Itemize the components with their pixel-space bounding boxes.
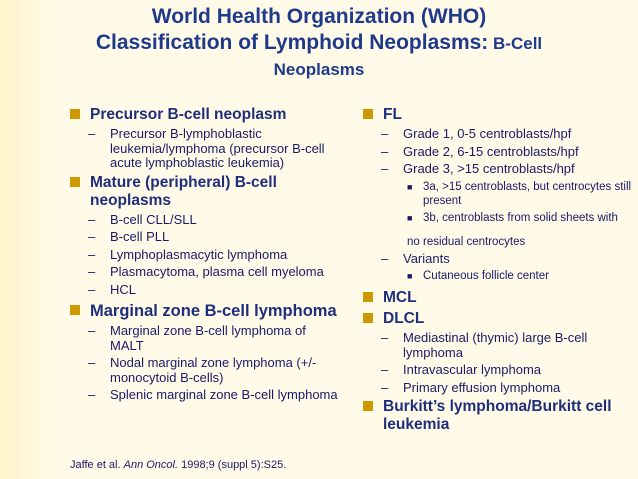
sub-list-continuation: no residual centrocytes: [407, 235, 526, 248]
list-item: – Plasmacytoma, plasma cell myeloma: [88, 264, 324, 279]
small-square-bullet-icon: ■: [407, 181, 413, 192]
square-bullet-icon: [70, 177, 80, 187]
list-item: – Lymphoplasmacytic lymphoma: [88, 246, 288, 262]
square-bullet-icon: [363, 313, 373, 323]
list-item: – Precursor B-lymphoblastic leukemia/lymphoma (precursor B-cell acute lymphoblastic leukemia): [88, 126, 325, 170]
sub-list-item: ■ 3b, centroblasts from solid sheets with: [407, 211, 618, 224]
list-item: – Nodal marginal zone lymphoma (+/- monocytoid B-cells): [88, 355, 317, 385]
sub-list-item: ■ Cutaneous follicle center: [407, 270, 549, 282]
list-item: – Splenic marginal zone B-cell lymphoma: [88, 387, 338, 402]
square-bullet-icon: [363, 292, 373, 302]
square-bullet-icon: [363, 109, 373, 119]
small-square-bullet-icon: ■: [407, 212, 413, 223]
heading-burkitt: Burkitt’s lymphoma/Burkitt cell leukemia: [363, 398, 635, 434]
list-item: – B-cell CLL/SLL: [88, 211, 197, 227]
slide-title: [0, 4, 638, 83]
right-column: [363, 103, 635, 434]
small-square-bullet-icon: ■: [407, 271, 413, 281]
list-item: – Marginal zone B-cell lymphoma of MALT: [88, 323, 306, 353]
list-item: – Mediastinal (thymic) large B-cell lymphoma: [381, 330, 588, 360]
list-item: – Primary effusion lymphoma: [381, 379, 561, 395]
heading-mcl: MCL: [363, 289, 635, 307]
square-bullet-icon: [70, 305, 80, 315]
list-item: – Grade 1, 0-5 centroblasts/hpf: [381, 126, 572, 141]
heading-dlcl: DLCL: [363, 310, 635, 328]
list-item: – Grade 2, 6-15 centroblasts/hpf: [381, 143, 579, 159]
heading-marginal: Marginal zone B-cell lymphoma: [70, 302, 340, 321]
heading-precursor: Precursor B-cell neoplasm: [70, 106, 340, 124]
square-bullet-icon: [70, 109, 80, 119]
title-line-3: Neoplasms: [273, 60, 365, 79]
left-column: [70, 103, 340, 403]
heading-mature: Mature (peripheral) B-cell neoplasms: [70, 174, 340, 210]
title-line-2: Classification of Lymphoid Neoplasms: B-Cell: [95, 31, 543, 54]
list-item: – Variants: [381, 250, 450, 266]
list-item: – B-cell PLL: [88, 229, 170, 244]
list-item: – Grade 3, >15 centroblasts/hpf: [381, 161, 575, 176]
heading-fl: FL: [363, 106, 635, 124]
citation: Jaffe et al. Ann Oncol. 1998;9 (suppl 5):S25.: [70, 459, 287, 471]
square-bullet-icon: [363, 401, 373, 411]
sub-list-item: ■ 3a, >15 centroblasts, but centrocytes still present: [407, 180, 632, 207]
list-item: – Intravascular lymphoma: [381, 362, 541, 377]
list-item: – HCL: [88, 281, 137, 297]
title-line-1: World Health Organization (WHO): [151, 5, 487, 28]
